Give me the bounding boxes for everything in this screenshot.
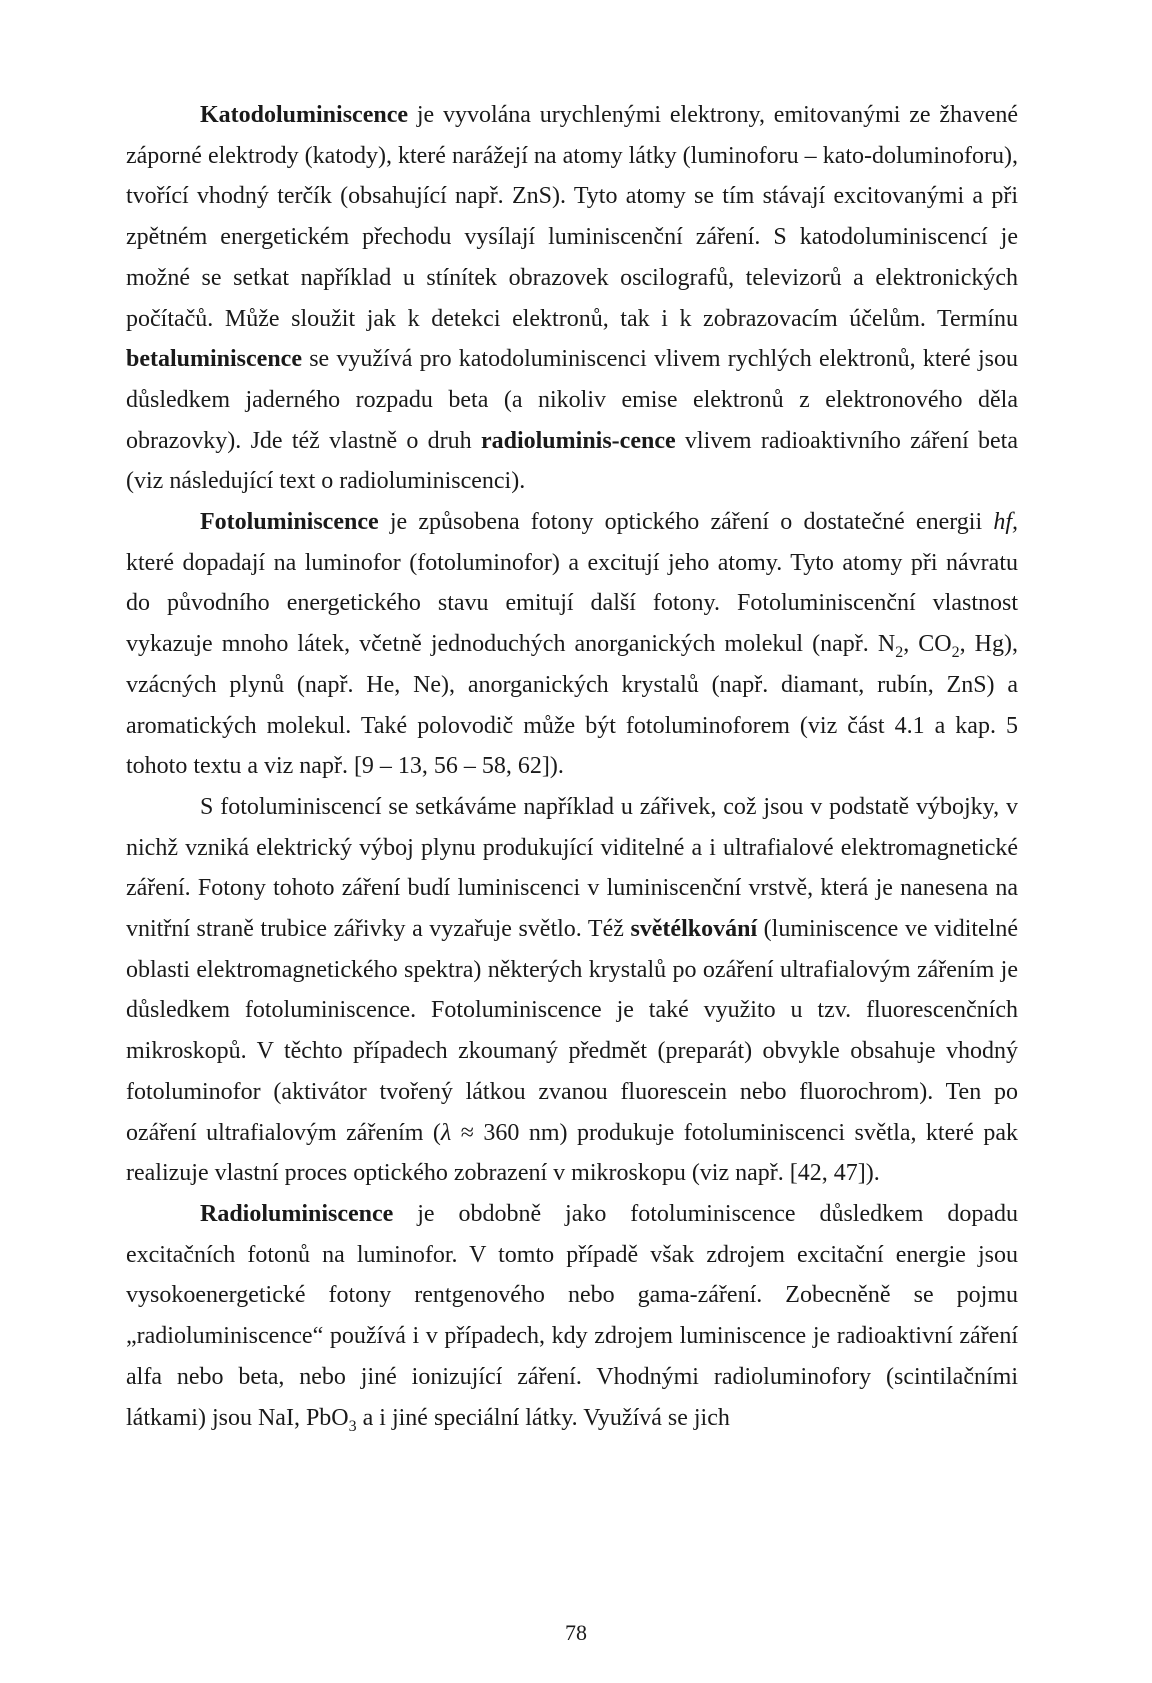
paragraph-zarivky — [126, 787, 1018, 1194]
text-span: se využívá pro katodoluminiscenci vlivem rychlých elektronů, které jsou důsledkem jaderného rozpadu beta (a nikoliv emise elektronů z elektronového děla obrazovky). Jde též vlastně o druh — [126, 346, 1018, 454]
paragraph-fotoluminiscence — [126, 502, 1018, 787]
text-span: vlivem radioaktivního záření beta (viz následující text o radioluminiscenci). — [126, 427, 1018, 495]
text-span: ≈ 360 nm) produkuje fotoluminiscenci světla, které pak realizuje vlastní proces optického zobrazení v mikroskopu (viz např. [42, 47]). — [126, 1119, 1018, 1187]
text-span: (luminiscence ve viditelné oblasti elektromagnetického spektra) některých krystalů po ozáření ultrafialovým zářením je důsledkem fotoluminiscence. Fotoluminiscence je také využito u tzv. fluorescenčních mikroskopů. V těchto případech zkoumaný předmět (preparát) obvykle obsahuje vhodný fotoluminofor (aktivátor tvořený látkou zvanou fluorescein nebo fluorochrom). Ten po ozáření ultrafialovým zářením ( — [126, 916, 1019, 1146]
page-number: 78 — [565, 1620, 587, 1645]
symbol-hf: hf, — [993, 509, 1018, 536]
paragraph-radioluminiscence — [126, 1194, 1018, 1438]
text-span: je obdobně jako fotoluminiscence důsledkem dopadu excitačních fotonů na luminofor. V tomto případě však zdrojem excitační energie jsou vysokoenergetické fotony rentgenového nebo gama-záření. Zobecněně se pojmu „radioluminiscence“ používá i v případech, kdy zdrojem luminiscence je radioaktivní záření alfa nebo beta, nebo jiné ionizující záření. Vhodnými radioluminofory (scintilačními látkami) jsou NaI, PbO — [126, 1200, 1018, 1431]
term-radioluminiscence-inline: radioluminis-cence — [480, 427, 676, 454]
text-span: S fotoluminiscencí se setkáváme například u zářivek, což jsou v podstatě výbojky, v nichž vzniká elektrický výboj plynu produkující viditelné a i ultrafialové elektromagnetické záření. Fotony tohoto záření budí luminiscenci v luminiscenční vrstvě, která je nanesena na vnitřní straně trubice zářivky a vyzařuje světlo. Též — [126, 793, 1018, 943]
text-span: které dopadají na luminofor (fotoluminofor) a excitují jeho atomy. Tyto atomy při návratu do původního energetického stavu emitují další fotony. Fotoluminiscenční vlastnost vykazuje mnoho látek, včetně jednoduchých anorganických molekul (např. N — [126, 549, 1018, 658]
term-radioluminiscence: Radioluminiscence — [200, 1200, 394, 1227]
page-body — [126, 95, 1018, 1438]
subscript: 2 — [895, 643, 904, 661]
term-katodoluminiscence: Katodoluminiscence — [200, 102, 408, 128]
term-betaluminiscence: betaluminiscence — [126, 346, 302, 373]
subscript: 2 — [951, 643, 960, 661]
text-span: je vyvolána urychlenými elektrony, emitovanými ze žhavené záporné elektrody (katody), které narážejí na atomy látky (luminoforu – kato-doluminoforu), tvořící vhodný terčík (obsahující např. ZnS). Tyto atomy se tím stávají excitovanými a při zpětném energetickém přechodu vysílají luminiscenční záření. S katodoluminiscencí je možné se setkat například u stínítek obrazovek oscilografů, televizorů a elektronických počítačů. Může sloužit jak k detekci elektronů, tak i k zobrazovacím účelům. Termínu — [126, 102, 1018, 332]
text-span: a i jiné speciální látky. Využívá se jich — [356, 1404, 730, 1431]
term-fotoluminiscence: Fotoluminiscence — [200, 509, 379, 536]
subscript: 3 — [348, 1417, 357, 1435]
text-span: , Hg), vzácných plynů (např. He, Ne), anorganických krystalů (např. diamant, rubín, ZnS) a aromatických molekul. Také polovodič může být fotoluminoforem (viz část 4.1 a kap. 5 tohoto textu a viz např. [9 – 13, 56 – 58, 62]). — [126, 631, 1019, 780]
term-svetelkovani: světélkování — [630, 916, 758, 943]
text-span: , CO — [903, 631, 952, 658]
text-span: je způsobena fotony optického záření o dostatečné energii — [378, 509, 994, 536]
paragraph-katodoluminiscence — [126, 95, 1018, 502]
symbol-lambda: λ — [440, 1119, 452, 1146]
